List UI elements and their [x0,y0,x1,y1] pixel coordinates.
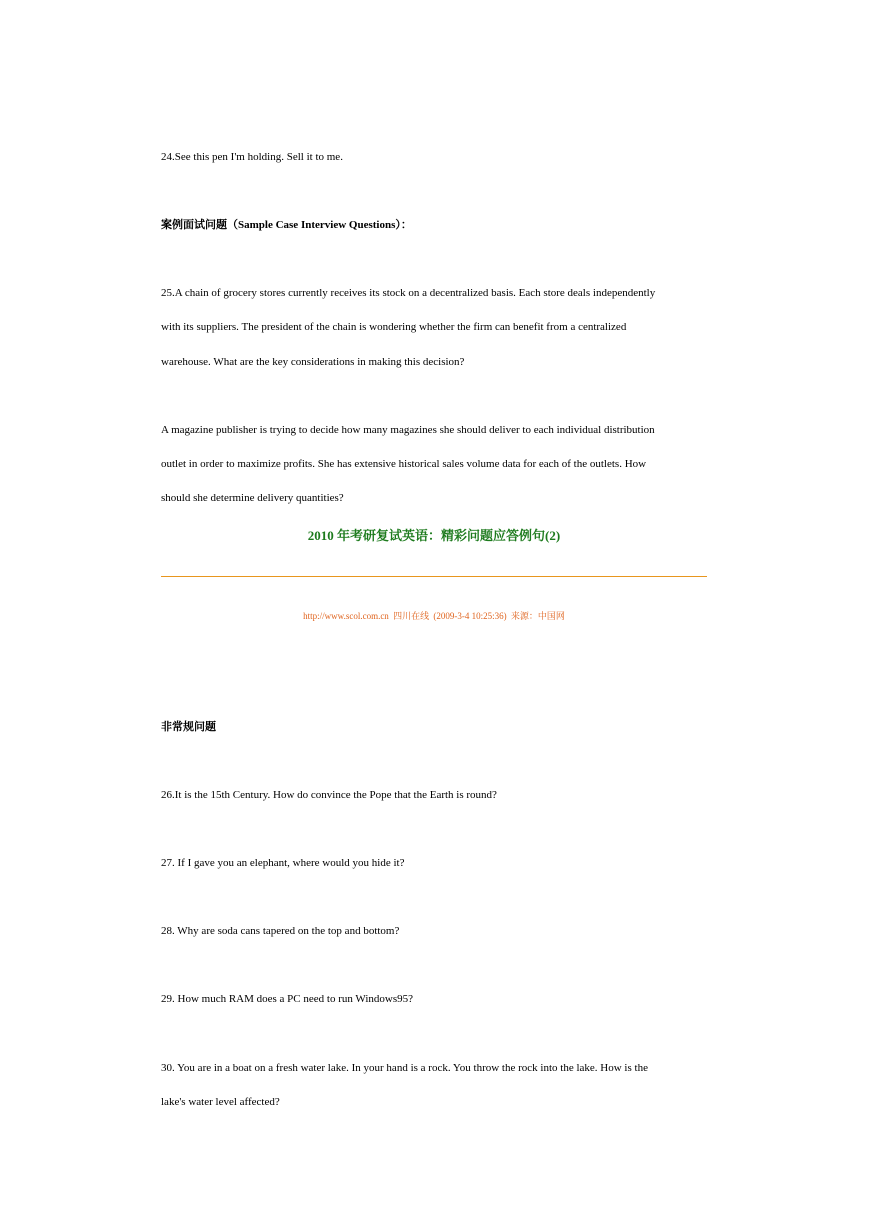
question-26: 26.It is the 15th Century. How do convince the Pope that the Earth is round? [161,789,497,801]
magazine-question-line-3: should she determine delivery quantities? [161,492,344,504]
question-25-line-3: warehouse. What are the key considerations in making this decision? [161,356,465,368]
question-28: 28. Why are soda cans tapered on the top and bottom? [161,925,400,937]
question-27: 27. If I gave you an elephant, where would you hide it? [161,857,405,869]
source-line [161,610,707,622]
magazine-question-line-2: outlet in order to maximize profits. She has extensive historical sales volume data for each of the outlets. How [161,458,647,470]
source-site: 四川在线 [393,611,430,621]
question-24: 24.See this pen I'm holding. Sell it to me. [161,151,343,163]
question-25-line-2: with its suppliers. The president of the chain is wondering whether the firm can benefit from a centralized [161,321,627,333]
case-interview-heading: 案例面试问题（Sample Case Interview Questions）： [161,219,412,231]
article-title: 2010 年考研复试英语：精彩问题应答例句(2) [307,528,561,543]
question-29: 29. How much RAM does a PC need to run Windows95? [161,993,414,1005]
source-url[interactable]: http://www.scol.com.cn [303,611,389,621]
title-divider [161,576,707,577]
magazine-question-line-1: A magazine publisher is trying to decide how many magazines she should deliver to each individual distribution [161,424,655,436]
source-date: (2009-3-4 10:25:36) [433,611,507,621]
question-30-line-2: lake's water level affected? [161,1096,280,1108]
question-25-line-1: 25.A chain of grocery stores currently receives its stock on a decentralized basis. Each store deals independently [161,287,656,299]
unusual-questions-heading: 非常规问题 [161,721,216,733]
source-origin: 来源：中国网 [510,611,565,621]
question-30-line-1: 30. You are in a boat on a fresh water lake. In your hand is a rock. You throw the rock into the lake. How is the [161,1062,648,1074]
